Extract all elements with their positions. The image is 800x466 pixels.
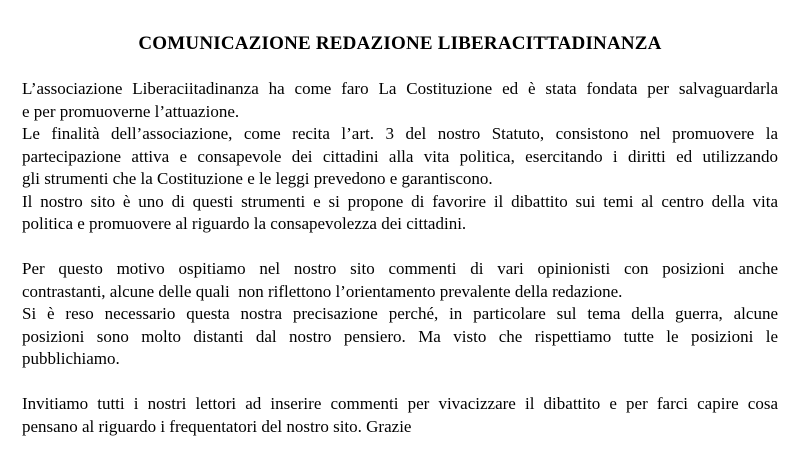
document-title: COMUNICAZIONE REDAZIONE LIBERACITTADINANZA: [138, 33, 662, 54]
text-line: Si è reso necessario questa nostra precisazione perché, in particolare sul tema della guerra, alcune: [22, 304, 778, 323]
text-line: Invitiamo tutti i nostri lettori ad inserire commenti per vivacizzare il dibattito e per farci capire cosa: [22, 394, 778, 413]
text-line: Per questo motivo ospitiamo nel nostro sito commenti di vari opinionisti con posizioni anche: [22, 259, 778, 278]
paragraph-site-purpose: [22, 191, 778, 236]
text-line: e per promuoverne l’attuazione.: [22, 101, 240, 121]
text-line: partecipazione attiva e consapevole dei cittadini alla vita politica, esercitando i diritti ed utilizzando: [22, 146, 778, 166]
text-line: Il nostro sito è uno di questi strumenti e si propone di favorire il dibattito sui temi al centro della vita: [22, 191, 778, 211]
text-line: L’associazione Liberaciitadinanza ha come faro La Costituzione ed è stata fondata per salvaguardarla: [22, 79, 778, 98]
paragraph-association-intro: [22, 78, 778, 123]
paragraph-invitation: [22, 393, 778, 438]
paragraph-clarification: [22, 303, 778, 371]
paragraph-spacer: [22, 371, 778, 394]
text-line: contrastanti, alcune delle quali non riflettono l’orientamento prevalente della redazione.: [22, 281, 623, 301]
text-line: gli strumenti che la Costituzione e le leggi prevedono e garantiscono.: [22, 169, 493, 188]
title-body-spacer: [22, 56, 778, 79]
paragraph-opinions-hosted: [22, 258, 778, 303]
text-line: pubblichiamo.: [22, 349, 120, 368]
text-line: pensano al riguardo i frequentatori del nostro sito. Grazie: [22, 416, 412, 436]
paragraph-statute-goals: [22, 123, 778, 191]
text-line: politica e promuovere al riguardo la consapevolezza dei cittadini.: [22, 214, 467, 233]
paragraph-spacer: [22, 236, 778, 259]
text-line: Le finalità dell’associazione, come recita l’art. 3 del nostro Statuto, consistono nel promuovere la: [22, 124, 778, 143]
text-line: posizioni sono molto distanti dal nostro pensiero. Ma visto che rispettiamo tutte le posizioni le: [22, 326, 778, 346]
